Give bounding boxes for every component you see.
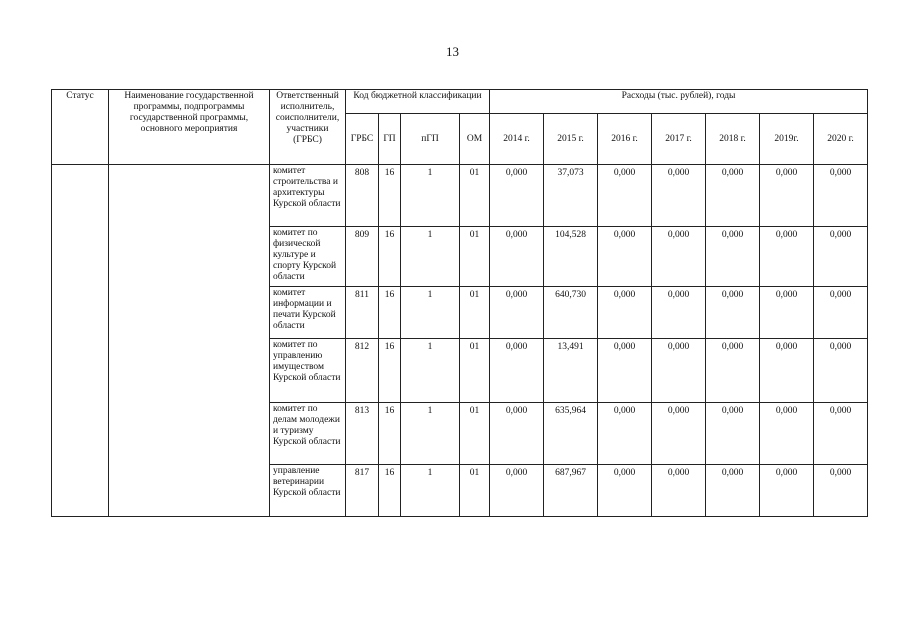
header-expenses: Расходы (тыс. рублей), годы: [490, 90, 868, 114]
value-2018: 0,000: [706, 165, 760, 227]
header-grbs: ГРБС: [346, 114, 379, 165]
value-2014: 0,000: [490, 165, 544, 227]
grbs-cell: 809: [346, 227, 379, 287]
grbs-cell: 817: [346, 465, 379, 517]
value-2014: 0,000: [490, 287, 544, 339]
executor-cell: комитет информации и печати Курской области: [270, 287, 346, 339]
gp-cell: 16: [379, 403, 401, 465]
value-2019: 0,000: [760, 339, 814, 403]
value-2015: 13,491: [544, 339, 598, 403]
value-2015: 640,730: [544, 287, 598, 339]
grbs-cell: 813: [346, 403, 379, 465]
value-2014: 0,000: [490, 227, 544, 287]
value-2020: 0,000: [814, 227, 868, 287]
om-cell: 01: [460, 339, 490, 403]
gp-cell: 16: [379, 227, 401, 287]
grbs-cell: 812: [346, 339, 379, 403]
executor-cell: комитет по управлению имуществом Курской области: [270, 339, 346, 403]
value-2018: 0,000: [706, 339, 760, 403]
value-2018: 0,000: [706, 465, 760, 517]
value-2015: 635,964: [544, 403, 598, 465]
value-2017: 0,000: [652, 339, 706, 403]
pgp-cell: 1: [401, 403, 460, 465]
header-year-2015: 2015 г.: [544, 114, 598, 165]
om-cell: 01: [460, 403, 490, 465]
om-cell: 01: [460, 227, 490, 287]
header-year-2014: 2014 г.: [490, 114, 544, 165]
executor-cell: комитет по физической культуре и спорту Курской области: [270, 227, 346, 287]
header-pgp: пГП: [401, 114, 460, 165]
om-cell: 01: [460, 465, 490, 517]
gp-cell: 16: [379, 465, 401, 517]
header-budget-code: Код бюджетной классификации: [346, 90, 490, 114]
value-2019: 0,000: [760, 165, 814, 227]
om-cell: 01: [460, 165, 490, 227]
value-2017: 0,000: [652, 165, 706, 227]
header-year-2018: 2018 г.: [706, 114, 760, 165]
value-2020: 0,000: [814, 339, 868, 403]
value-2016: 0,000: [598, 339, 652, 403]
header-year-2020: 2020 г.: [814, 114, 868, 165]
value-2016: 0,000: [598, 465, 652, 517]
value-2014: 0,000: [490, 465, 544, 517]
budget-table: [51, 89, 868, 517]
value-2017: 0,000: [652, 287, 706, 339]
value-2016: 0,000: [598, 227, 652, 287]
value-2020: 0,000: [814, 287, 868, 339]
header-year-2017: 2017 г.: [652, 114, 706, 165]
header-status: Статус: [52, 90, 109, 165]
header-year-2019: 2019г.: [760, 114, 814, 165]
header-name: Наименование государственной программы, подпрограммы государственной программы, основного мероприятия: [109, 90, 270, 165]
grbs-cell: 808: [346, 165, 379, 227]
status-cell: [52, 165, 109, 517]
gp-cell: 16: [379, 165, 401, 227]
value-2019: 0,000: [760, 227, 814, 287]
value-2018: 0,000: [706, 227, 760, 287]
gp-cell: 16: [379, 339, 401, 403]
value-2020: 0,000: [814, 165, 868, 227]
value-2016: 0,000: [598, 403, 652, 465]
name-cell: [109, 165, 270, 517]
gp-cell: 16: [379, 287, 401, 339]
table-body: [52, 165, 868, 517]
value-2014: 0,000: [490, 339, 544, 403]
table-row: [52, 165, 868, 227]
page-number: 13: [446, 44, 459, 59]
value-2018: 0,000: [706, 287, 760, 339]
value-2019: 0,000: [760, 465, 814, 517]
pgp-cell: 1: [401, 465, 460, 517]
value-2017: 0,000: [652, 227, 706, 287]
header-gp: ГП: [379, 114, 401, 165]
value-2019: 0,000: [760, 287, 814, 339]
value-2016: 0,000: [598, 165, 652, 227]
grbs-cell: 811: [346, 287, 379, 339]
value-2014: 0,000: [490, 403, 544, 465]
value-2015: 37,073: [544, 165, 598, 227]
header-om: ОМ: [460, 114, 490, 165]
value-2020: 0,000: [814, 465, 868, 517]
pgp-cell: 1: [401, 339, 460, 403]
pgp-cell: 1: [401, 287, 460, 339]
value-2018: 0,000: [706, 403, 760, 465]
value-2015: 687,967: [544, 465, 598, 517]
value-2017: 0,000: [652, 403, 706, 465]
executor-cell: комитет строительства и архитектуры Курской области: [270, 165, 346, 227]
pgp-cell: 1: [401, 227, 460, 287]
value-2015: 104,528: [544, 227, 598, 287]
header-year-2016: 2016 г.: [598, 114, 652, 165]
value-2016: 0,000: [598, 287, 652, 339]
value-2019: 0,000: [760, 403, 814, 465]
executor-cell: управление ветеринарии Курской области: [270, 465, 346, 517]
om-cell: 01: [460, 287, 490, 339]
value-2017: 0,000: [652, 465, 706, 517]
pgp-cell: 1: [401, 165, 460, 227]
header-executor: Ответственный исполнитель, соисполнители, участники (ГРБС): [270, 90, 346, 165]
value-2020: 0,000: [814, 403, 868, 465]
executor-cell: комитет по делам молодежи и туризму Курской области: [270, 403, 346, 465]
